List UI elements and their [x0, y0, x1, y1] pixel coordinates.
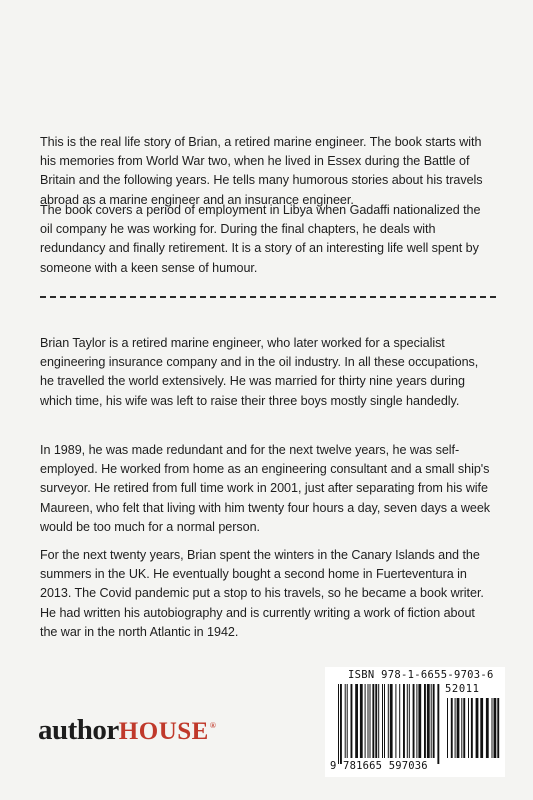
barcode-bar — [427, 684, 430, 758]
barcode-bar — [447, 698, 448, 758]
barcode-bar — [368, 684, 369, 758]
barcode-bar — [457, 698, 460, 758]
barcode-bar — [409, 684, 410, 758]
barcode-bar — [480, 698, 483, 758]
barcode-bar — [486, 698, 489, 758]
barcode-bar — [461, 698, 462, 758]
barcode-bar — [463, 698, 465, 758]
barcode-bar — [455, 698, 456, 758]
barcode-bar — [494, 698, 497, 758]
ean-barcode-bars — [338, 684, 439, 764]
barcode-bar — [375, 684, 377, 758]
synopsis-paragraph-2: The book covers a period of employment in Libya when Gadaffi nationalized the oil company he was working for. During the final chapters, he deals with redundancy and finally retirement. It is a story of an interesting life well spent by someone with a keen sense of humour. — [40, 203, 481, 275]
publisher-name-author: author — [38, 714, 119, 746]
barcode-bar — [497, 698, 499, 758]
barcode-bar — [413, 684, 415, 758]
barcode-bar — [424, 684, 426, 758]
barcode-bar — [382, 684, 383, 758]
barcode-bar — [431, 684, 432, 758]
barcode-bar — [390, 684, 393, 758]
barcode-bar — [370, 684, 371, 758]
barcode-bar — [418, 684, 421, 758]
barcode-bar — [468, 698, 469, 758]
barcode-bar — [476, 698, 479, 758]
barcode-bar — [372, 684, 374, 758]
ean-digits: 9 781665 597036 — [330, 760, 428, 772]
barcode-bar — [451, 698, 453, 758]
barcode-bar — [492, 698, 493, 758]
barcode-bar — [384, 684, 385, 758]
barcode-bar — [437, 684, 439, 764]
barcode-bar — [471, 698, 473, 758]
barcode-bar — [351, 684, 353, 758]
barcode-bar — [360, 684, 363, 758]
barcode-bar — [433, 684, 435, 758]
author-bio-paragraph-2: In 1989, he was made redundant and for the next twelve years, he was self-employed. He worked from home as an engineering consultant and a small ship's surveyor. He retired from full time work in 2001, just after separating from his wife Maureen, who felt that living with him twenty four hours a day, seven days a week would be too much for a normal person. — [40, 443, 491, 534]
barcode-bar — [388, 684, 389, 758]
price-addon-digits: 52011 — [445, 683, 480, 695]
barcode-bar — [347, 684, 348, 758]
barcode-bar — [395, 684, 396, 758]
barcode-bar — [355, 684, 358, 758]
barcode-bar — [340, 684, 342, 764]
barcode-bar — [365, 684, 366, 758]
synopsis-paragraph-1: This is the real life story of Brian, a retired marine engineer. The book starts with his memories from World War two, when he lived in Essex during the Battle of Britain and the following years. He tells many humorous stories about his travels abroad as a marine engineer and an insurance engineer. — [40, 135, 483, 207]
barcode-bar — [399, 684, 400, 758]
barcode-bar — [403, 684, 405, 758]
registered-mark: ® — [209, 721, 216, 731]
author-bio-paragraph-3: For the next twenty years, Brian spent the winters in the Canary Islands and the summers in the UK. He eventually bought a second home in Fuerteventura in 2013. The Covid pandemic put a stop to his travels, so he became a book writer. He had written his autobiography and is currently writing a work of fiction about the war in the north Atlantic in 1942. — [40, 548, 484, 639]
addon-barcode-bars — [447, 698, 499, 758]
barcode-bar — [345, 684, 346, 758]
barcode-bar — [416, 684, 417, 758]
isbn-label: ISBN 978-1-6655-9703-6 — [348, 669, 494, 681]
publisher-name-house: HOUSE — [118, 718, 209, 745]
barcode-bar — [338, 684, 339, 764]
barcode-bar — [378, 684, 379, 758]
barcode-bar — [407, 684, 408, 758]
author-bio-paragraph-1: Brian Taylor is a retired marine engineer, who later worked for a specialist engineering insurance company and in the oil industry. In all these occupations, he travelled the world extensively. He was married for thirty nine years during which time, his wife was left to raise their three boys mostly single handedly. — [40, 336, 479, 408]
